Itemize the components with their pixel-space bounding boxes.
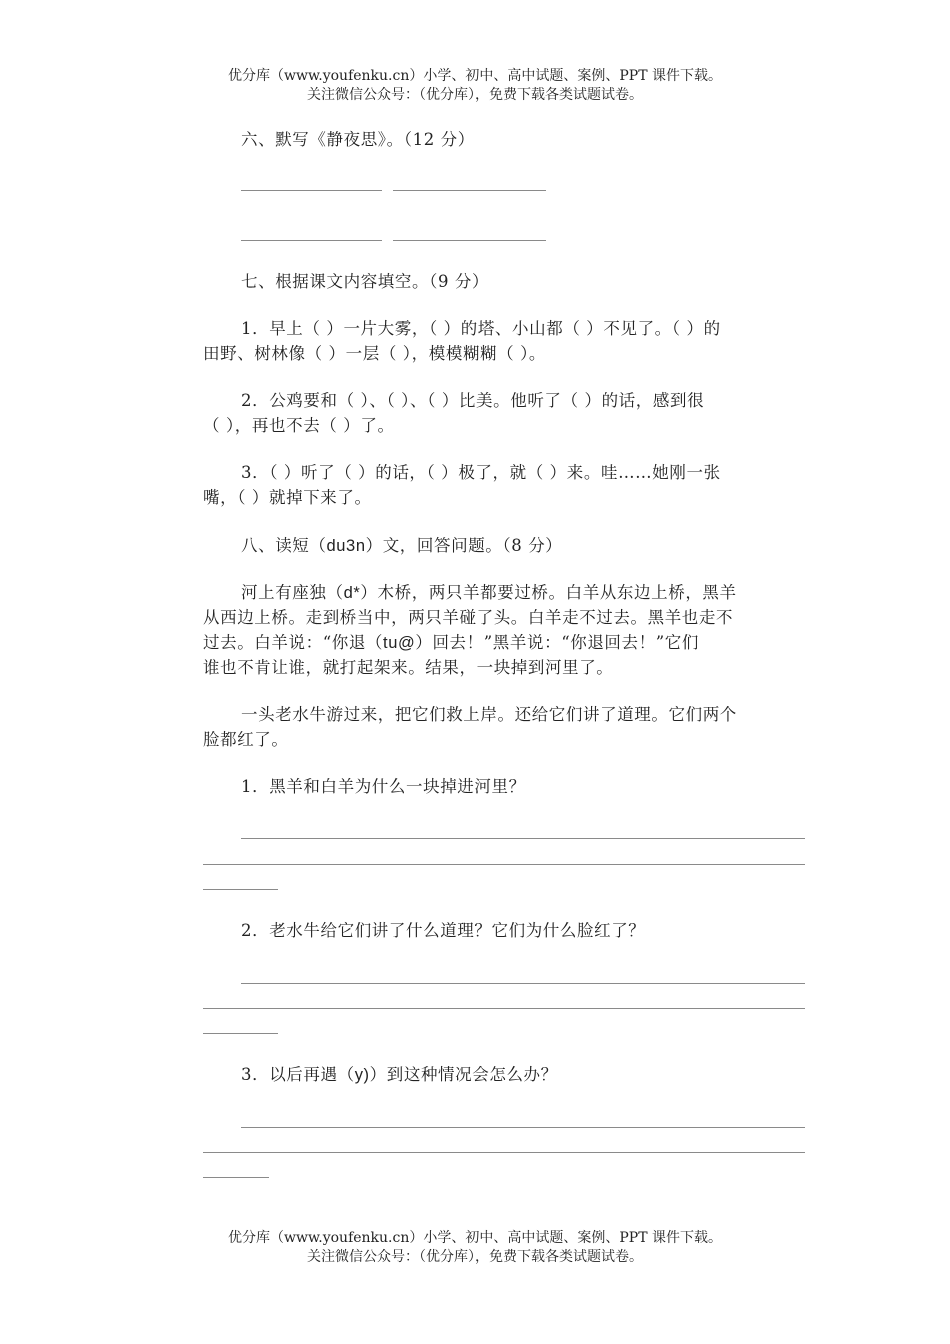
s8-question-2: 2．老水牛给它们讲了什么道理？它们为什么脸红了？: [241, 921, 646, 940]
s7-q2-line-2: （ ），再也不去（ ）了。: [203, 416, 395, 435]
q3-pinyin: y): [354, 1066, 370, 1084]
passage-p2-line-2: 脸都红了。: [203, 730, 289, 749]
p1-l1-part-a: 河上有座独（: [241, 583, 344, 602]
answer-line-q1-2: [203, 864, 805, 865]
s7-q2-line-1: 2．公鸡要和（ ）、（ ）、（ ）比美。他听了（ ）的话，感到很: [241, 391, 705, 410]
footer-line-2: 关注微信公众号：（优分库），免费下载各类试题试卷。: [307, 1249, 643, 1265]
answer-line-q3-2: [203, 1152, 805, 1153]
section-7-title: 七、根据课文内容填空。（9 分）: [241, 272, 490, 291]
answer-line-q3-3: [203, 1177, 269, 1178]
answer-blank-6-3: [241, 240, 382, 241]
answer-line-q1-1: [241, 838, 805, 839]
section-6-title: 六、默写《静夜思》。（12 分）: [241, 130, 475, 149]
answer-blank-6-2: [393, 190, 546, 191]
p1-l3-part-a: 过去。白羊说：“你退（: [203, 633, 384, 652]
p1-l3-part-b: ）回去！”黑羊说：“你退回去！”它们: [415, 633, 699, 652]
page-header: [0, 67, 950, 105]
answer-line-q3-1: [241, 1127, 805, 1128]
s8-title-part-b: ）文，回答问题。（8 分）: [365, 536, 563, 555]
passage-p1-line-4: 谁也不肯让谁，就打起架来。结果，一块掉到河里了。: [203, 658, 614, 677]
header-line-1: 优分库（www.youfenku.cn）小学、初中、高中试题、案例、PPT 课件下载。: [227, 68, 722, 84]
p1-l3-pinyin: tu@: [383, 634, 416, 652]
answer-blank-6-4: [393, 240, 546, 241]
answer-line-q2-1: [241, 983, 805, 984]
s7-q1-line-2: 田野、树林像（ ）一层（ ），模模糊糊（ ）。: [203, 344, 547, 363]
s8-question-1: 1．黑羊和白羊为什么一块掉进河里？: [241, 777, 526, 796]
answer-line-q2-2: [203, 1008, 805, 1009]
header-line-2: 关注微信公众号：（优分库），免费下载各类试题试卷。: [307, 87, 643, 103]
page-footer: [0, 1229, 950, 1267]
answer-line-q2-3: [203, 1033, 278, 1034]
s7-q3-line-2: 嘴，（ ）就掉下来了。: [203, 488, 372, 507]
passage-p1-line-2: 从西边上桥。走到桥当中，两只羊碰了头。白羊走不过去。黑羊也走不: [203, 608, 734, 627]
footer-line-1: 优分库（www.youfenku.cn）小学、初中、高中试题、案例、PPT 课件下载。: [227, 1230, 722, 1246]
passage-p2-line-1: 一头老水牛游过来，把它们救上岸。还给它们讲了道理。它们两个: [241, 705, 737, 724]
passage-p1-line-1: [241, 579, 805, 603]
s8-title-part-a: 八、读短（: [241, 536, 327, 555]
passage-p1-line-3: [203, 629, 805, 653]
p1-l1-pinyin: d*: [343, 584, 361, 602]
answer-blank-6-1: [241, 190, 382, 191]
section-8-title: [241, 532, 805, 556]
s8-question-3: [241, 1061, 805, 1085]
q3-part-a: 3．以后再遇（: [241, 1065, 355, 1084]
s7-q1-line-1: 1．早上（ ）一片大雾，（ ）的塔、小山都（ ）不见了。（ ）的: [241, 319, 721, 338]
s7-q3-line-1: 3．（ ）听了（ ）的话，（ ）极了，就（ ）来。哇……她刚一张: [241, 463, 721, 482]
p1-l1-part-b: ）木桥，两只羊都要过桥。白羊从东边上桥，黑羊: [360, 583, 737, 602]
answer-line-q1-3: [203, 889, 278, 890]
q3-part-b: ）到这种情况会怎么办？: [369, 1065, 558, 1084]
s8-title-pinyin: du3n: [326, 537, 366, 555]
